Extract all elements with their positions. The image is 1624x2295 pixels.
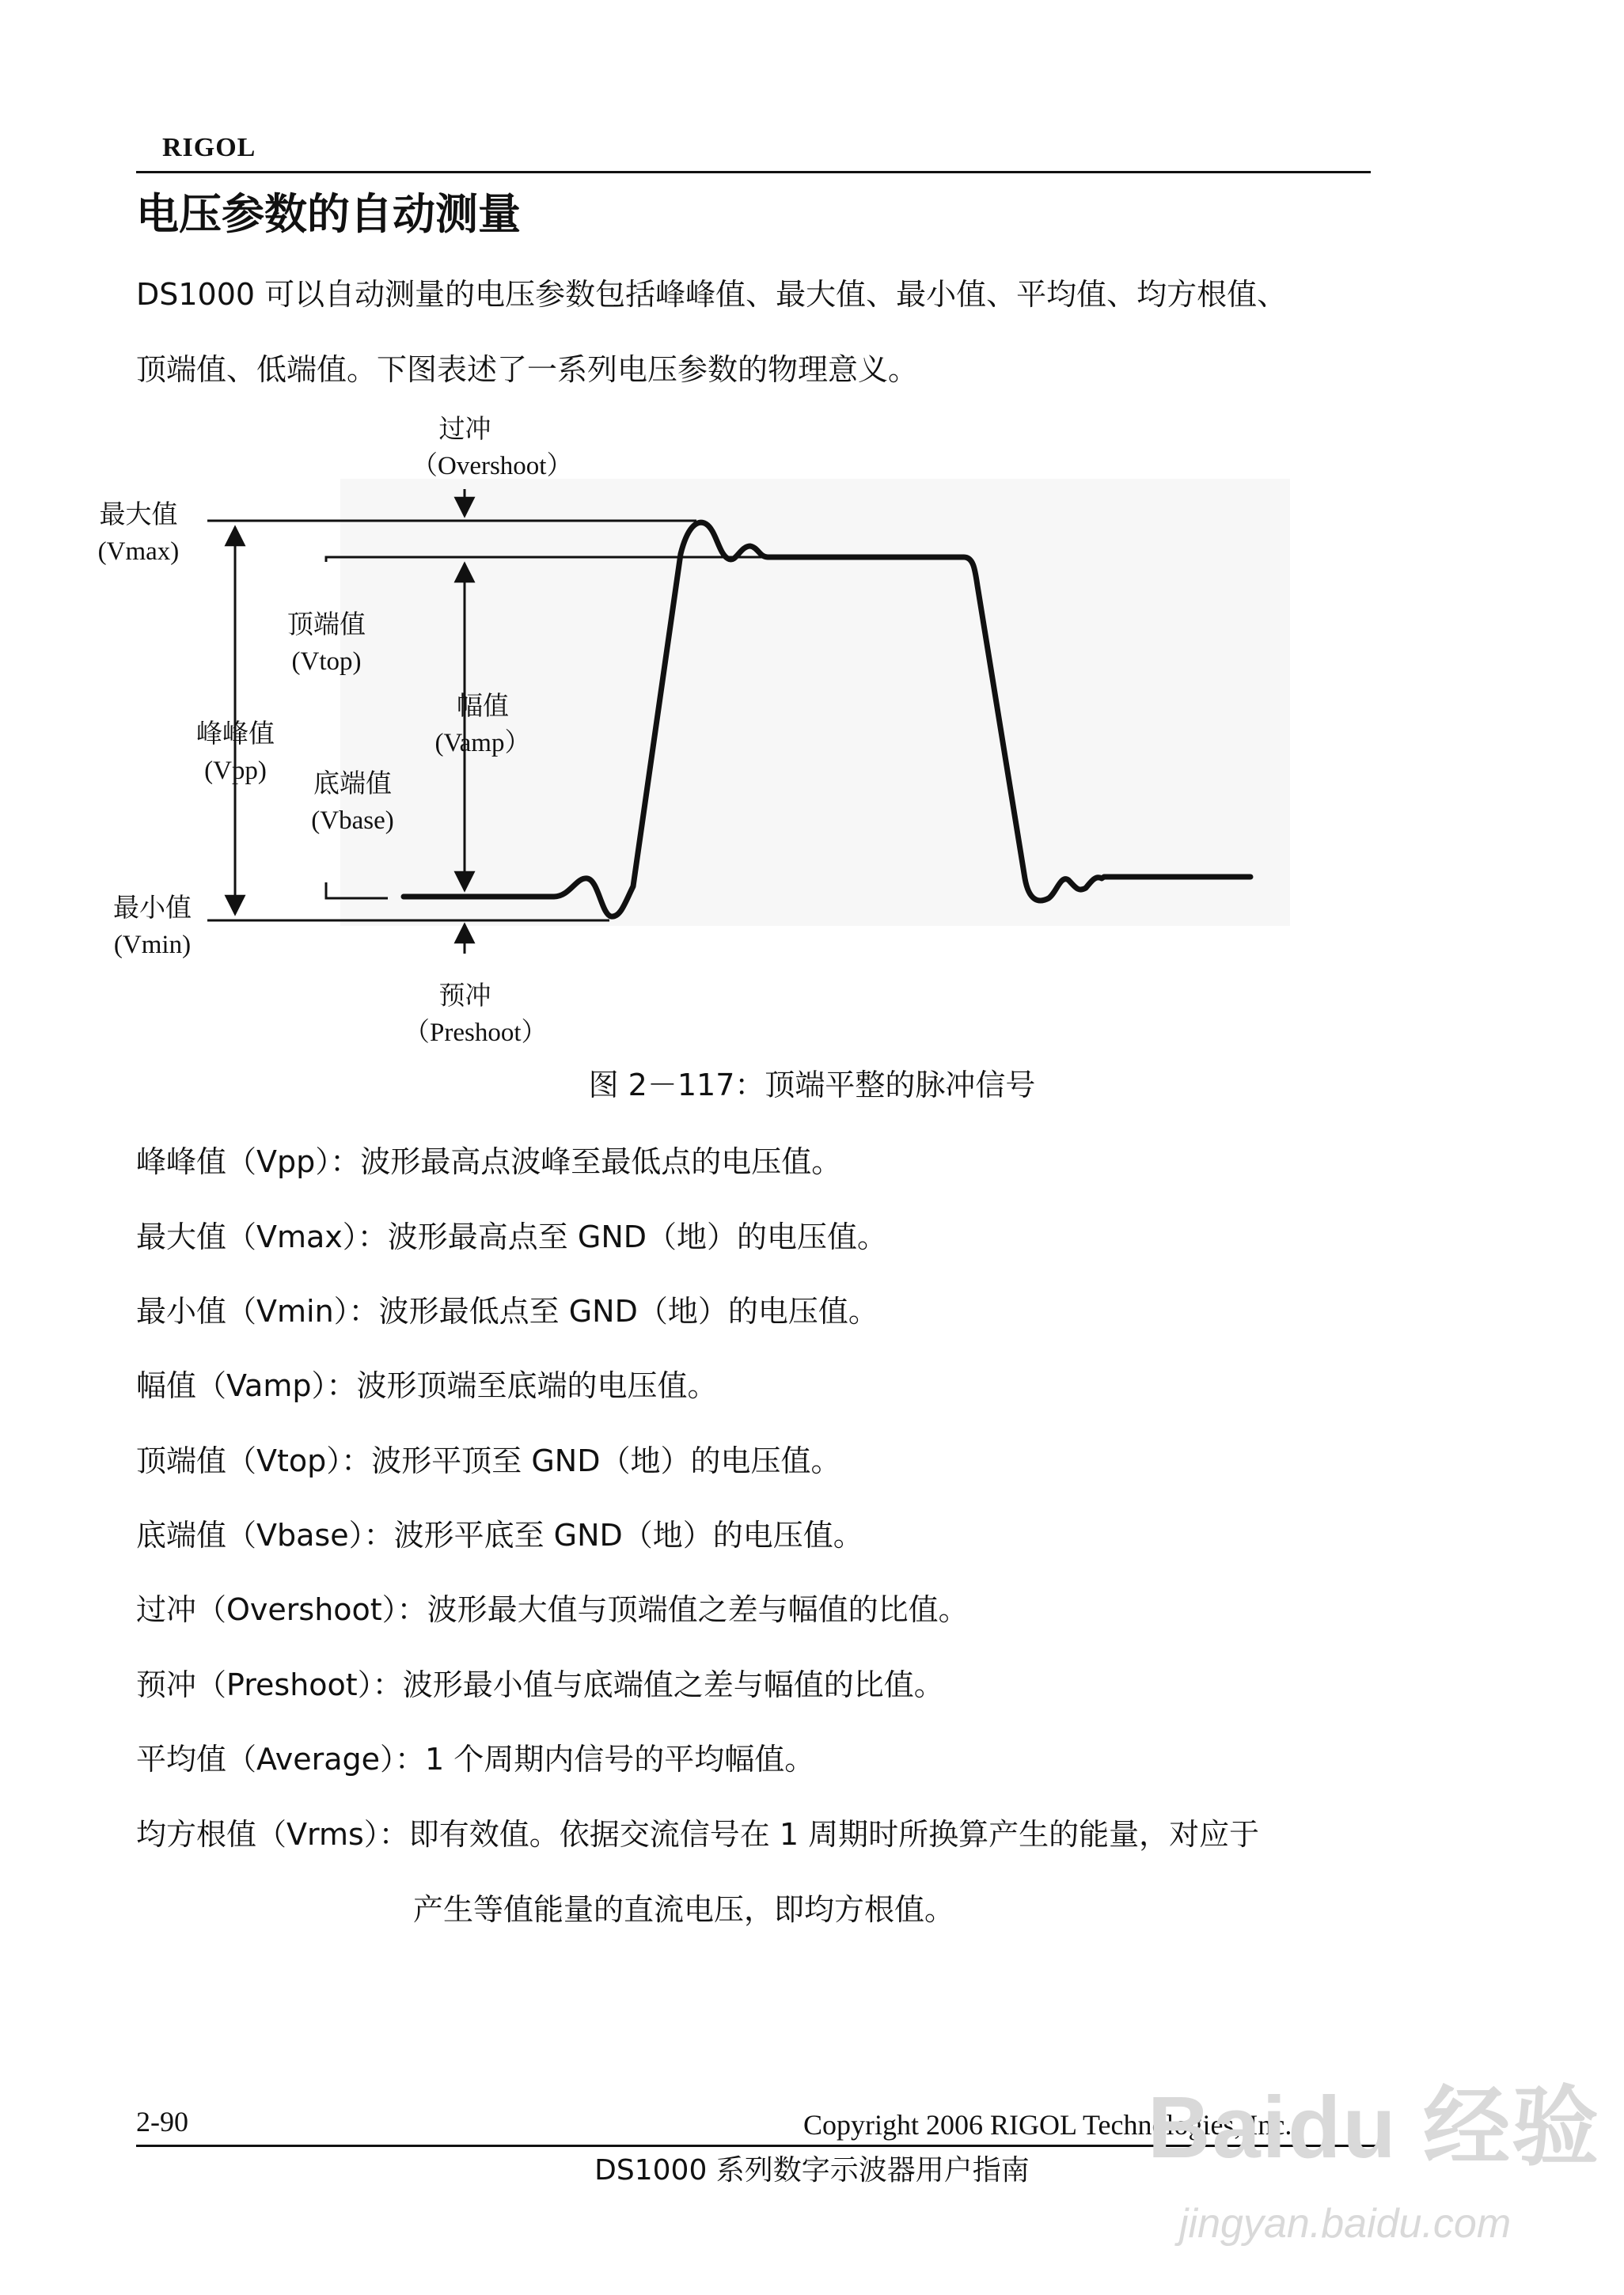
vmax-label: 最大值 (Vmax) [97, 501, 180, 566]
intro-line-1: DS1000 可以自动测量的电压参数包括峰峰值、最大值、最小值、平均值、均方根值、 [136, 277, 1288, 312]
definition-overshoot: 过冲（Overshoot）：波形最大值与顶端值之差与幅值的比值。 [136, 1592, 969, 1627]
definition-vpp: 峰峰值（Vpp）：波形最高点波峰至最低点的电压值。 [136, 1144, 842, 1179]
preshoot-label: 预冲 （Preshoot） [404, 982, 548, 1047]
vpp-label: 峰峰值 (Vpp) [196, 720, 275, 785]
figure-caption: 图 2－117：顶端平整的脉冲信号 [588, 1068, 1036, 1102]
baidu-watermark-logo: Baidu 经验 [1148, 2079, 1601, 2176]
overshoot-label: 过冲 （Overshoot） [412, 415, 573, 480]
manual-title: DS1000 系列数字示波器用户指南 [594, 2154, 1030, 2187]
definition-vrms-continuation: 产生等值能量的直流电压，即均方根值。 [413, 1892, 955, 1927]
definition-vamp: 幅值（Vamp）：波形顶端至底端的电压值。 [136, 1368, 718, 1403]
pulse-diagram [0, 0, 1624, 1053]
page-title: 电压参数的自动测量 [136, 189, 521, 239]
copyright-text: Copyright 2006 RIGOL Technologies, Inc. [803, 2109, 1292, 2141]
definition-vrms: 均方根值（Vrms）：即有效值。依据交流信号在 1 周期时所换算产生的能量，对应于 [136, 1817, 1260, 1852]
intro-line-2: 顶端值、低端值。下图表述了一系列电压参数的物理意义。 [136, 352, 919, 387]
definition-vbase: 底端值（Vbase）：波形平底至 GND（地）的电压值。 [136, 1518, 863, 1553]
definition-vmax: 最大值（Vmax）：波形最高点至 GND（地）的电压值。 [136, 1220, 888, 1254]
definition-average: 平均值（Average）：1 个周期内信号的平均幅值。 [136, 1742, 815, 1777]
definition-vtop: 顶端值（Vtop）：波形平顶至 GND（地）的电压值。 [136, 1443, 841, 1478]
vmin-label: 最小值 (Vmin) [113, 894, 192, 959]
vbase-label: 底端值 (Vbase) [311, 770, 394, 835]
vamp-label: 幅值 (Vamp） [434, 692, 531, 757]
vtop-label: 顶端值 (Vtop) [287, 611, 366, 676]
definition-preshoot: 预冲（Preshoot）：波形最小值与底端值之差与幅值的比值。 [136, 1667, 944, 1702]
baidu-watermark-url: jingyan.baidu.com [1179, 2201, 1512, 2247]
page-number: 2-90 [136, 2106, 188, 2138]
definition-vmin: 最小值（Vmin）：波形最低点至 GND（地）的电压值。 [136, 1294, 878, 1329]
brand-logo-text: RIGOL [162, 133, 256, 162]
